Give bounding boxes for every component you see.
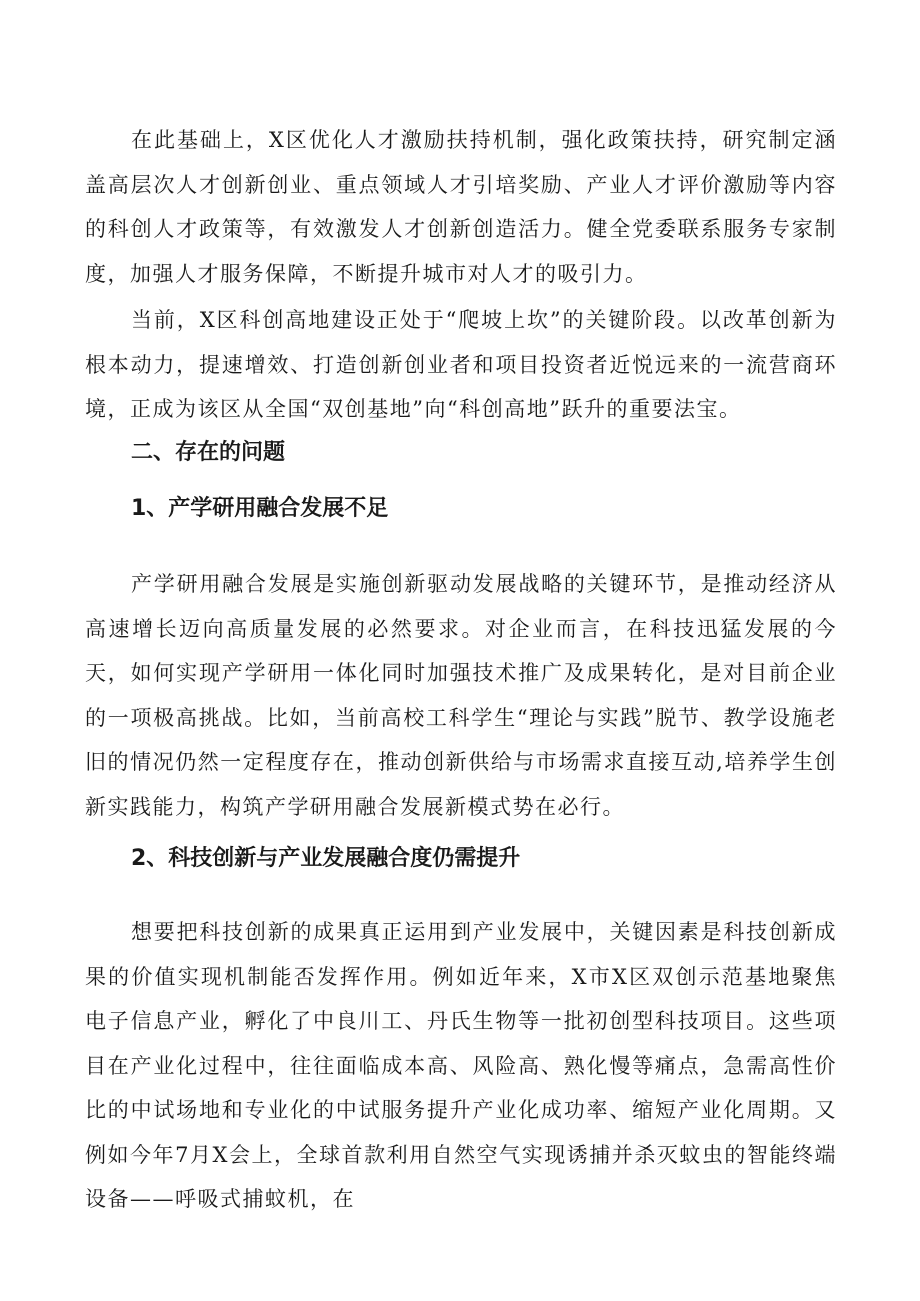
paragraph-industry-academia: 产学研用融合发展是实施创新驱动发展战略的关键环节，是推动经济从高速增长迈向高质量发展的必然要求。对企业而言，在科技迅猛发展的今天，如何实现产学研用一体化同时加强技术推广及成果转化，是对目前企业的一项极高挑战。比如，当前高校工科学生“理论与实践”脱节、教学设施老旧的情况仍然一定程度存在，推动创新供给与市场需求直接互动,培养学生创新实践能力，构筑产学研用融合发展新模式势在必行。 (85, 572, 837, 819)
subheading-industry-academia: 1、产学研用融合发展不足 (131, 496, 389, 521)
paragraph-tech-integration: 想要把科技创新的成果真正运用到产业发展中，关键因素是科技创新成果的价值实现机制能否发挥作用。例如近年来，X市X区双创示范基地聚焦电子信息产业，孵化了中良川工、丹氏生物等一批初创型科技项目。这些项目在产业化过程中，往往面临成本高、风险高、熟化慢等痛点，急需高性价比的中试场地和专业化的中试服务提升产业化成功率、缩短产业化周期。又例如今年7月X会上，全球首款利用自然空气实现诱捕并杀灭蚊虫的智能终端设备——呼吸式捕蚊机，在 (85, 920, 837, 1211)
subheading-tech-integration: 2、科技创新与产业发展融合度仍需提升 (131, 846, 521, 871)
paragraph-talent-policy: 在此基础上，X区优化人才激励扶持机制，强化政策扶持，研究制定涵盖高层次人才创新创业、重点领域人才引培奖励、产业人才评价激励等内容的科创人才政策等，有效激发人才创新创造活力。健全党委联系服务专家制度，加强人才服务保障，不断提升城市对人才的吸引力。 (85, 128, 837, 286)
paragraph-innovation-highland: 当前，X区科创高地建设正处于“爬坡上坎”的关键阶段。以改革创新为根本动力，提速增效、打造创新创业者和项目投资者近悦远来的一流营商环境，正成为该区从全国“双创基地”向“科创高地”跃升的重要法宝。 (85, 308, 837, 421)
section-heading-problems: 二、存在的问题 (131, 440, 286, 465)
